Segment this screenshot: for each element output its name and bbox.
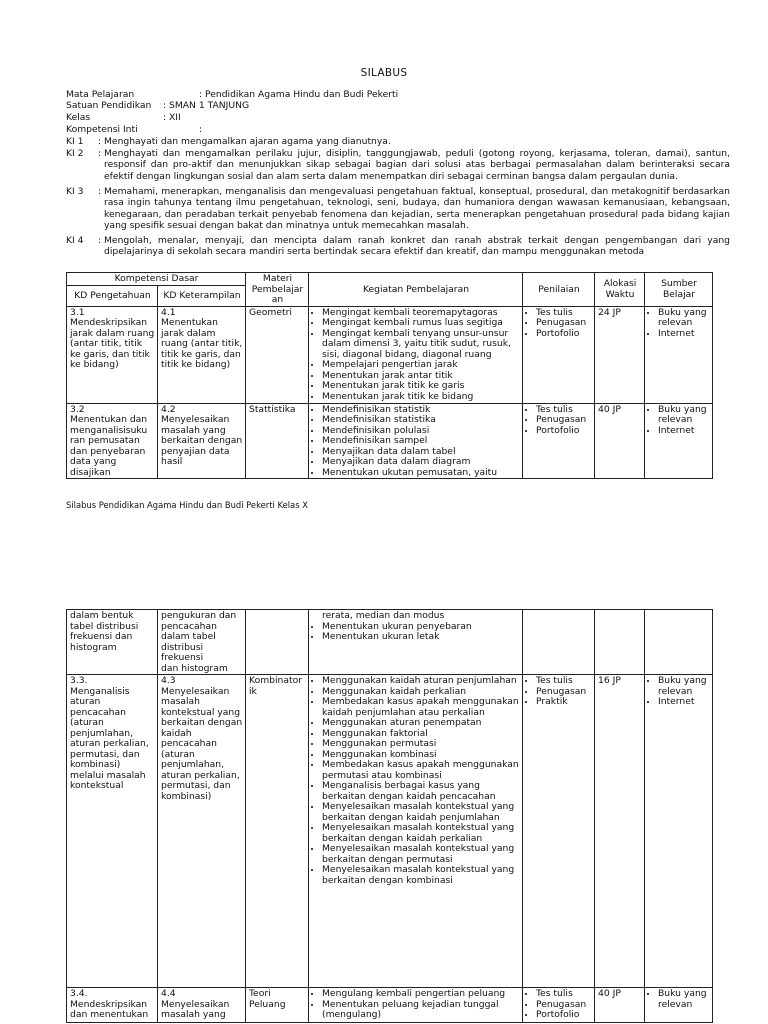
kd-keterampilan-cell-line: 4.2: [161, 403, 176, 415]
list-item: • Menentukan jarak titik ke bidang: [322, 392, 520, 403]
list-item: • Menentukan ukuran letak: [322, 632, 520, 643]
list-item: • Menentukan jarak antar titik: [322, 371, 520, 382]
sumber-cell: [645, 306, 713, 403]
kegiatan-cell-continuation: rerata, median dan modus: [322, 610, 445, 621]
sumber-cell: [645, 610, 713, 675]
document-page-2: [0, 605, 768, 1024]
list-item: • Menentukan jarak titik ke garis: [322, 381, 520, 392]
list-item: • Menggunakan permutasi: [322, 739, 520, 750]
list-item: • Penugasan: [536, 318, 592, 329]
penilaian-cell: [523, 675, 595, 988]
materi-cell: [246, 306, 309, 403]
list-item: • Buku yang relevan: [658, 308, 710, 329]
list-item: • Penugasan: [536, 1000, 592, 1011]
kegiatan-cell: [309, 306, 523, 403]
ki-1: KI 1 : Menghayati dan mengamalkan ajaran agama yang dianutnya.: [66, 136, 391, 147]
alokasi-cell-line: 24 JP: [598, 306, 621, 318]
list-item: • Buku yang relevan: [658, 676, 710, 697]
table-row: [67, 988, 713, 1023]
list-item: • Menyelesaikan masalah kontekstual yang berkaitan dengan permutasi: [322, 844, 520, 865]
list-item: • Internet: [658, 329, 710, 340]
alokasi-cell: [595, 403, 645, 479]
table-row: [67, 306, 713, 403]
header-satuan-pendidikan: Satuan Pendidikan : SMAN 1 TANJUNG: [66, 100, 250, 111]
penilaian-cell: [523, 306, 595, 403]
kd-keterampilan-cell: [158, 403, 246, 479]
list-item: • Mengingat kembali tenyang unsur-unsur dalam dimensi 3, yaitu titik sudut, rusuk, sisi, diagonal bidang, diagonal ruang: [322, 329, 520, 361]
kd-pengetahuan-cell: [67, 988, 158, 1023]
kegiatan-cell: [309, 403, 523, 479]
list-item: • Menggunakan aturan penempatan: [322, 718, 520, 729]
alokasi-cell-line: 16 JP: [598, 675, 621, 686]
kd-keterampilan-cell-line: dan histogram: [161, 662, 228, 674]
list-item: • Penugasan: [536, 415, 592, 426]
list-item: • Praktik: [536, 697, 592, 708]
silabus-table-page-1: [66, 272, 713, 479]
list-item: • Menganalisis berbagai kasus yang berkaitan dengan kaidah pencacahan: [322, 781, 520, 802]
kegiatan-cell: [309, 988, 523, 1023]
kd-keterampilan-cell: [158, 675, 246, 988]
sumber-cell: [645, 403, 713, 479]
header-kd-pengetahuan: KD Pengetahuan: [67, 285, 158, 306]
document-footer: Silabus Pendidikan Agama Hindu dan Budi Pekerti Kelas X: [66, 500, 308, 510]
kd-pengetahuan-cell-line: Mendeskripsikan dan menentukan: [70, 998, 149, 1020]
kd-pengetahuan-cell: [67, 403, 158, 479]
list-item: • Mengulang kembali pengertian peluang: [322, 989, 520, 1000]
kd-keterampilan-cell-line: 4.3: [161, 675, 176, 686]
kd-pengetahuan-cell-line: Menganalisis aturan pencacahan (aturan penjumlahan, aturan perkalian, permutasi, dan kombinasi) melalui masalah kontekstual: [70, 685, 149, 791]
kd-pengetahuan-cell-line: dalam bentuk tabel distribusi frekuensi dan histogram: [70, 610, 139, 653]
list-item: • Menggunakan faktorial: [322, 729, 520, 740]
page-gap: [0, 565, 768, 605]
list-item: • Menentukan peluang kejadian tunggal (mengulang): [322, 1000, 520, 1021]
list-item: • Mendefinisikan sampel: [322, 436, 520, 447]
header-alokasi: Alokasi Waktu: [595, 273, 645, 307]
header-kompetensi-inti: Kompetensi Inti :: [66, 124, 203, 135]
kd-pengetahuan-cell: [67, 675, 158, 988]
list-item: • Internet: [658, 697, 710, 708]
list-item: • Portofolio: [536, 1010, 592, 1021]
list-item: • Portofolio: [536, 426, 592, 437]
alokasi-cell: [595, 306, 645, 403]
header-kompetensi-dasar: Kompetensi Dasar: [67, 273, 246, 286]
list-item: • Mengingat kembali teoremapytagoras: [322, 308, 520, 319]
kd-keterampilan-cell-line: Menentukan jarak dalam ruang (antar titik, titik ke garis, dan titik ke bidang): [161, 317, 243, 370]
materi-cell-line: Teori Peluang: [249, 988, 286, 1010]
alokasi-cell: [595, 675, 645, 988]
list-item: • Mempelajari pengertian jarak: [322, 360, 520, 371]
ki-4: KI 4 : Mengolah, menalar, menyaji, dan mencipta dalam ranah konkret dan ranah abstrak terkait dengan pengembangan dari yang dipelajarinya di sekolah secara mandiri serta bertindak secara efektif dan kreatif, dan mampu menggunakan metoda: [66, 235, 730, 258]
list-item: • Buku yang relevan: [658, 405, 710, 426]
list-item: • Menyelesaikan masalah kontekstual yang berkaitan dengan kaidah penjumlahan: [322, 802, 520, 823]
kd-keterampilan-cell-line: Menyelesaikan masalah yang berkaitan dengan penyajian data hasil: [161, 414, 243, 467]
kd-pengetahuan-cell-line: 3.3.: [70, 675, 88, 686]
ki-2: KI 2 : Menghayati dan mengamalkan perilaku jujur, disiplin, tanggungjawab, peduli (gotong royong, kerjasama, toleran, damai), santun, responsif dan pro-aktif dan menunjukkan sikap sebagai bagian dari solusi atas berbagai permasalahan dalam berinteraksi secara efektif dengan lingkungan sosial dan alam serta dalam menempatkan diri sebagai cerminan bangsa dalam pergaulan dunia.: [66, 148, 730, 182]
list-item: • Menyelesaikan masalah kontekstual yang berkaitan dengan kaidah perkalian: [322, 823, 520, 844]
header-penilaian: Penilaian: [523, 273, 595, 307]
kd-keterampilan-cell: [158, 610, 246, 675]
kd-pengetahuan-cell-line: 3.4.: [70, 988, 88, 999]
kd-pengetahuan-cell-line: Menentukan dan menganalisisuku ran pemusatan dan penyebaran data yang disajikan: [70, 414, 148, 478]
kd-keterampilan-cell: [158, 306, 246, 403]
list-item: • Mendefinisikan polulasi: [322, 426, 520, 437]
alokasi-cell: [595, 610, 645, 675]
table-row: [67, 675, 713, 988]
sumber-cell: [645, 988, 713, 1023]
kegiatan-cell: [309, 610, 523, 675]
list-item: • Mendefinisikan statistika: [322, 415, 520, 426]
penilaian-cell: [523, 403, 595, 479]
list-item: • Menggunakan kaidah perkalian: [322, 687, 520, 698]
kd-pengetahuan-cell-line: 3.1: [70, 306, 85, 318]
kd-pengetahuan-cell: [67, 610, 158, 675]
materi-cell: [246, 403, 309, 479]
materi-cell: [246, 610, 309, 675]
materi-cell: [246, 988, 309, 1023]
table-row: [67, 403, 713, 479]
list-item: • Tes tulis: [536, 405, 592, 416]
list-item: • Menyajikan data dalam diagram: [322, 457, 520, 468]
list-item: • Tes tulis: [536, 676, 592, 687]
list-item: • Menggunakan kaidah aturan penjumlahan: [322, 676, 520, 687]
list-item: • Menggunakan kombinasi: [322, 750, 520, 761]
list-item: • Menyajikan data dalam tabel: [322, 447, 520, 458]
header-kegiatan: Kegiatan Pembelajaran: [309, 273, 523, 307]
list-item: • Menentukan ukutan pemusatan, yaitu: [322, 468, 520, 479]
alokasi-cell-line: 40 JP: [598, 403, 621, 415]
list-item: • Portofolio: [536, 329, 592, 340]
kd-keterampilan-cell-line: Menyelesaikan masalah kontekstual yang berkaitan dengan kaidah pencacahan (aturan penjumlahan, aturan perkalian, permutasi, dan kombinasi): [161, 685, 243, 802]
document-title: SILABUS: [360, 67, 408, 79]
list-item: • Membedakan kasus apakah menggunakan kaidah penjumlahan atau perkalian: [322, 697, 520, 718]
kd-pengetahuan-cell-line: 3.2: [70, 403, 85, 415]
silabus-table-page-2: [66, 609, 713, 1023]
list-item: • Penugasan: [536, 687, 592, 698]
materi-cell: [246, 675, 309, 988]
kd-keterampilan-cell: [158, 988, 246, 1023]
list-item: • Menyelesaikan masalah kontekstual yang berkaitan dengan kombinasi: [322, 865, 520, 886]
alokasi-cell-line: 40 JP: [598, 988, 621, 999]
penilaian-cell: [523, 988, 595, 1023]
header-mata-pelajaran: Mata Pelajaran : Pendidikan Agama Hindu dan Budi Pekerti: [66, 89, 399, 100]
kd-keterampilan-cell-line: 4.4: [161, 988, 176, 999]
list-item: • Tes tulis: [536, 989, 592, 1000]
materi-cell-line: Kombinator ik: [249, 675, 302, 697]
materi-cell-line: Geometri: [249, 306, 292, 318]
kegiatan-cell: [309, 675, 523, 988]
list-item: • Menentukan ukuran penyebaran: [322, 622, 520, 633]
list-item: • Membedakan kasus apakah menggunakan permutasi atau kombinasi: [322, 760, 520, 781]
kd-pengetahuan-cell: [67, 306, 158, 403]
list-item: • Internet: [658, 426, 710, 437]
kd-keterampilan-cell-line: Menyelesaikan masalah yang: [161, 998, 230, 1020]
penilaian-cell: [523, 610, 595, 675]
kd-keterampilan-cell-line: 4.1: [161, 306, 176, 318]
materi-cell-line: Stattistika: [249, 403, 296, 415]
list-item: • Buku yang relevan: [658, 989, 710, 1010]
kd-pengetahuan-cell-line: Mendeskripsikan jarak dalam ruang (antar titik, titik ke garis, dan titik ke bidang): [70, 317, 155, 370]
header-kd-keterampilan: KD Keterampilan: [158, 285, 246, 306]
list-item: • Mendefinisikan statistik: [322, 405, 520, 416]
table-row: [67, 610, 713, 675]
header-sumber: Sumber Belajar: [645, 273, 713, 307]
sumber-cell: [645, 675, 713, 988]
header-materi: Materi Pembelajar an: [246, 273, 309, 307]
kd-keterampilan-cell-line: pengukuran dan pencacahan dalam tabel distribusi frekuensi: [161, 610, 237, 663]
list-item: • Mengingat kembali rumus luas segitiga: [322, 318, 520, 329]
alokasi-cell: [595, 988, 645, 1023]
ki-3: KI 3 : Memahami, menerapkan, menganalisis dan mengevaluasi pengetahuan faktual, konseptual, prosedural, dan metakognitif berdasarkan rasa ingin tahunya tentang ilmu pengetahuan, teknologi, seni, budaya, dan humaniora dengan wawasan kemanusiaan, kebangsaan, kenegaraan, dan peradaban terkait penyebab fenomena dan kejadian, serta menerapkan pengetahuan prosedural pada bidang kajian yang spesifik sesuai dengan bakat dan minatnya untuk memecahkan masalah.: [66, 186, 730, 231]
header-kelas: Kelas : XII: [66, 112, 181, 123]
list-item: • Tes tulis: [536, 308, 592, 319]
